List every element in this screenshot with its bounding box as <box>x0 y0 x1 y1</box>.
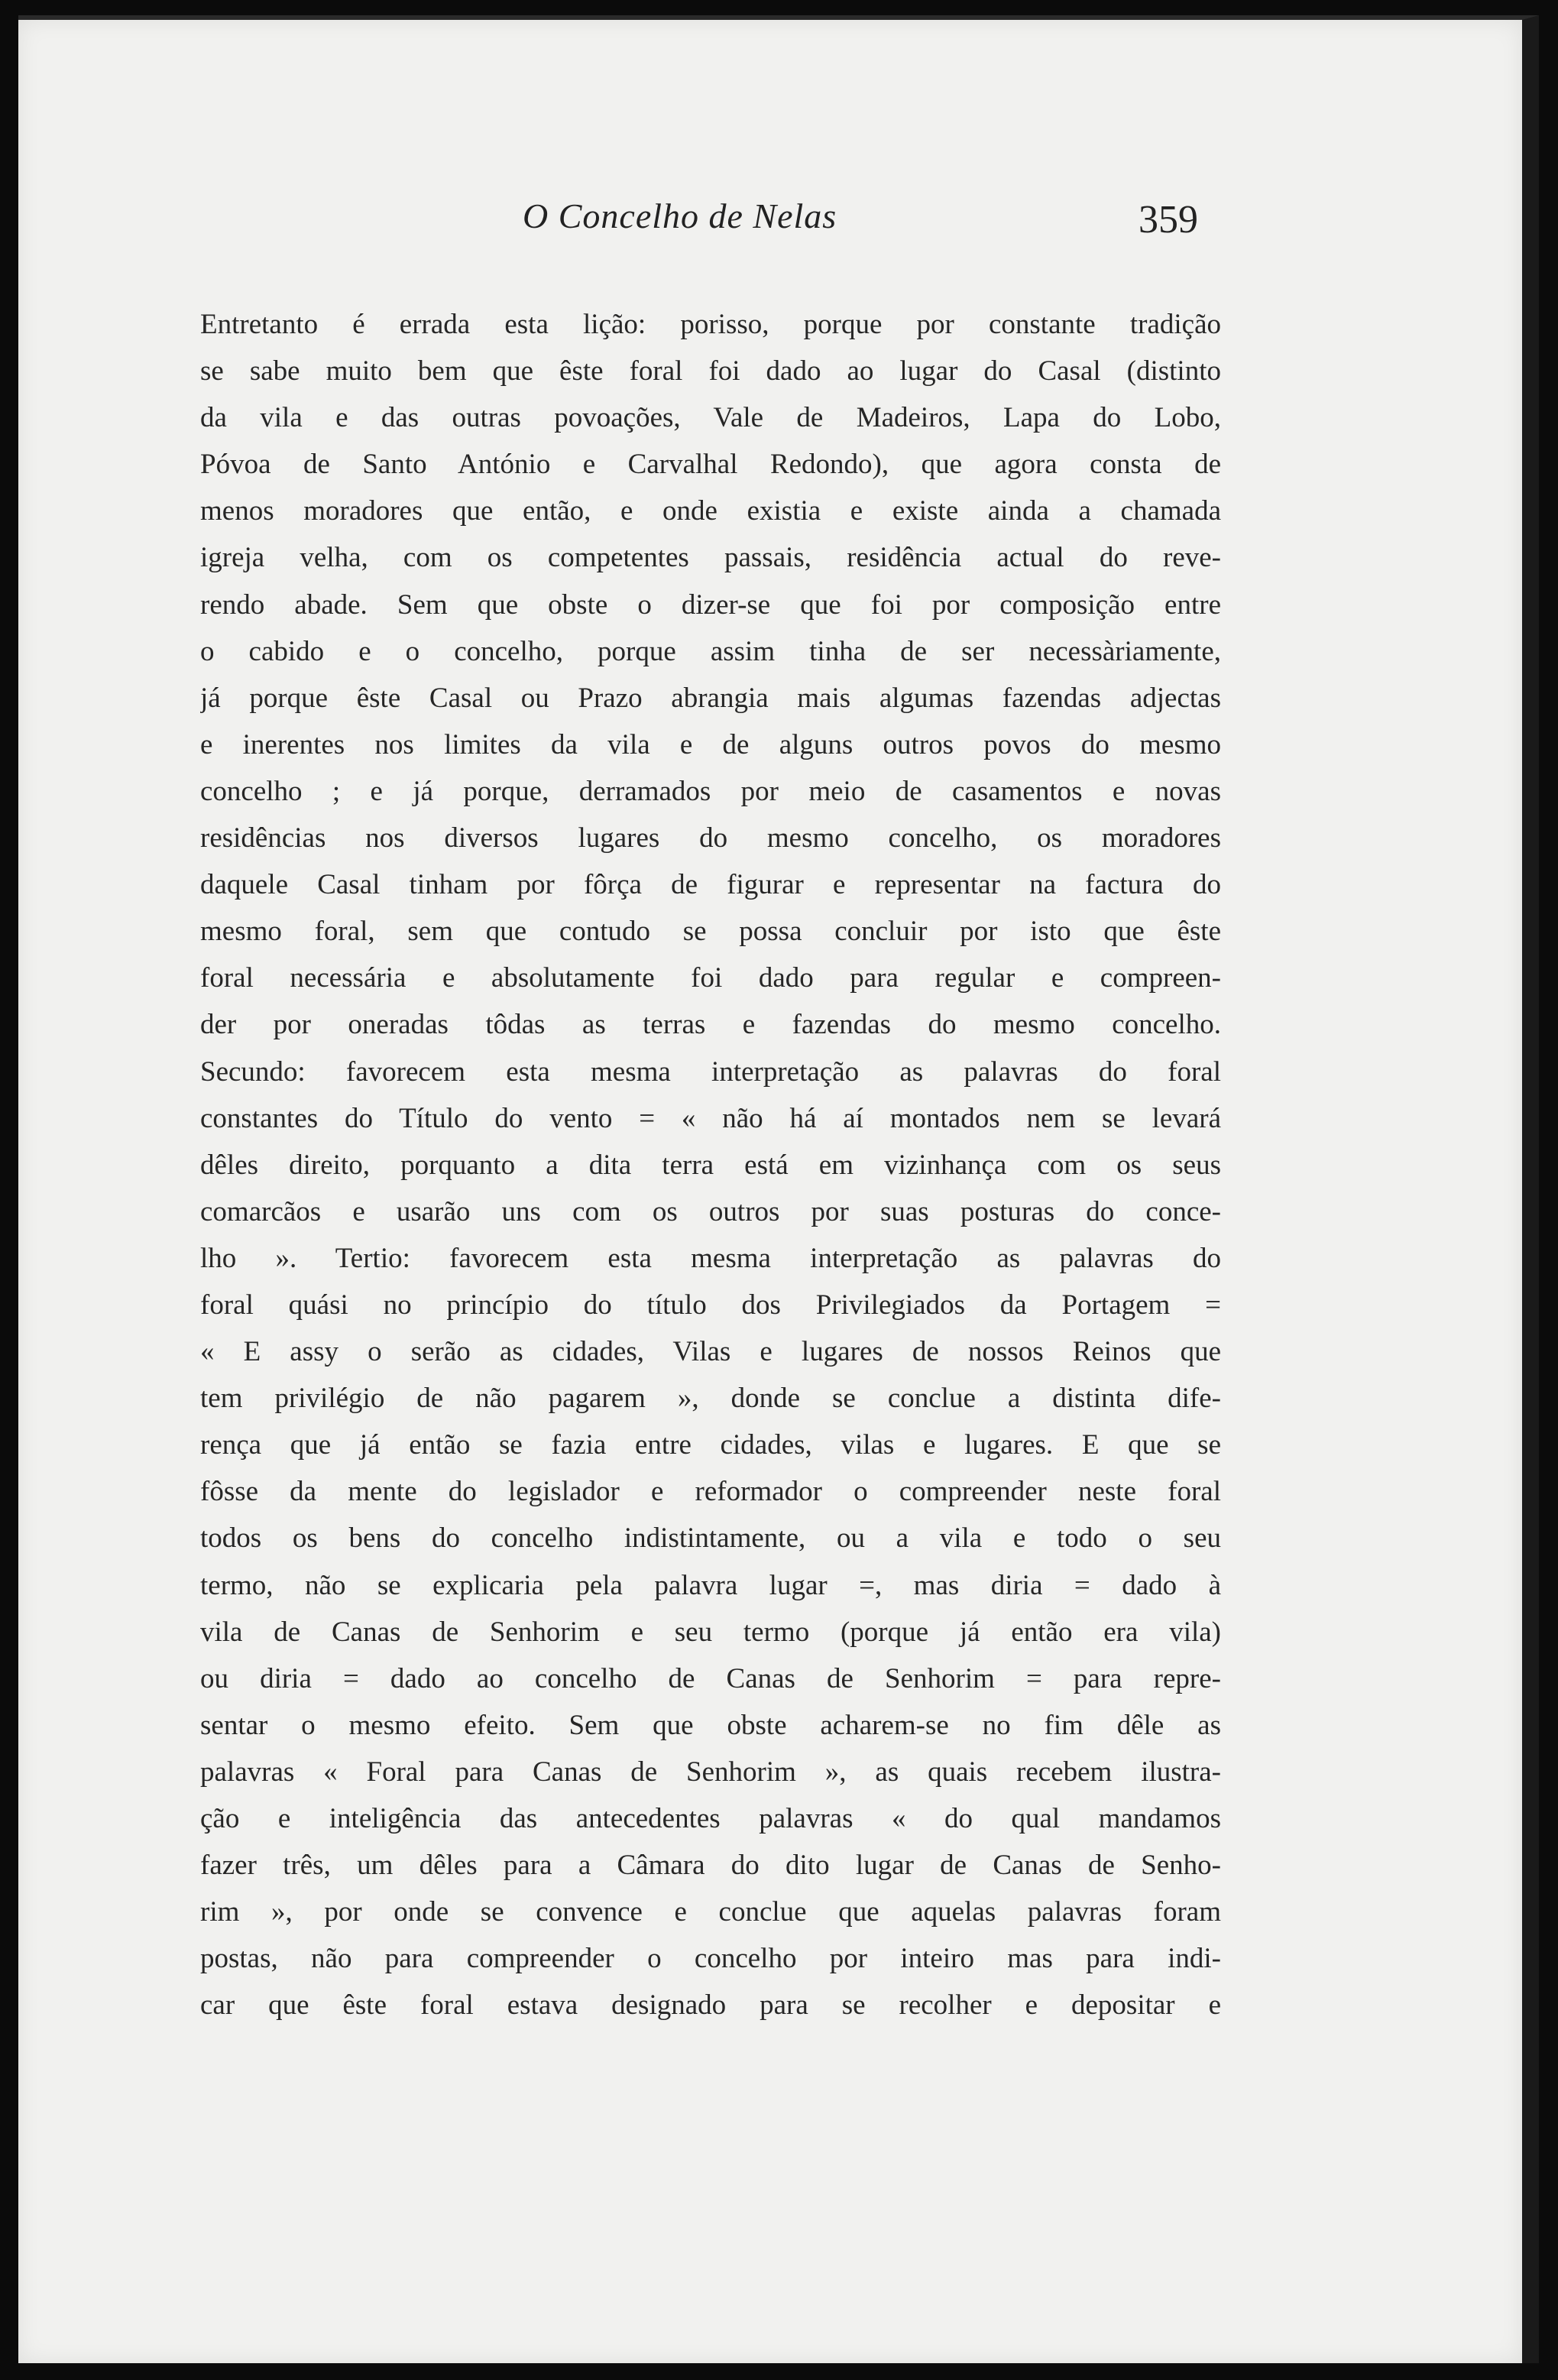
text-line: comarcãos e usarão uns com os outros por suas posturas do conce- <box>200 1195 1221 1227</box>
page-number: 359 <box>1139 198 1198 242</box>
text-line: Entretanto é errada esta lição: porisso, porque por constante tradição <box>200 309 1221 340</box>
text-line: lho ». Tertio: favorecem esta mesma interpretação as palavras do <box>200 1242 1221 1274</box>
text-line: Póvoa de Santo António e Carvalhal Redondo), que agora consta de <box>200 449 1221 481</box>
text-line: constantes do Título do vento = « não há aí montados nem se levará <box>200 1102 1221 1134</box>
text-line: igreja velha, com os competentes passais, residência actual do reve- <box>200 542 1221 574</box>
text-line: mesmo foral, sem que contudo se possa concluir por isto que êste <box>200 916 1221 948</box>
text-line: Secundo: favorecem esta mesma interpretação as palavras do foral <box>200 1055 1221 1088</box>
text-line: ou diria = dado ao concelho de Canas de Senhorim = para repre- <box>200 1662 1221 1694</box>
text-line: todos os bens do concelho indistintamente, ou a vila e todo o seu <box>200 1522 1221 1555</box>
text-line: foral necessária e absolutamente foi dado para regular e compreen- <box>200 962 1221 994</box>
text-line: se sabe muito bem que êste foral foi dado ao lugar do Casal (distinto <box>200 355 1221 387</box>
text-line: rim », por onde se convence e conclue que aquelas palavras foram <box>200 1896 1221 1928</box>
text-line: o cabido e o concelho, porque assim tinha de ser necessàriamente, <box>200 635 1221 667</box>
running-title: O Concelho de Nelas <box>523 196 837 235</box>
text-line: postas, não para compreender o concelho por inteiro mas para indi- <box>200 1943 1221 1975</box>
text-line: vila de Canas de Senhorim e seu termo (porque já então era vila) <box>200 1616 1221 1648</box>
text-line: termo, não se explicaria pela palavra lugar =, mas diria = dado à <box>200 1569 1221 1601</box>
text-line: « E assy o serão as cidades, Vilas e lugares de nossos Reinos que <box>200 1336 1221 1368</box>
text-line: fazer três, um dêles para a Câmara do dito lugar de Canas de Senho- <box>200 1850 1221 1882</box>
text-line: menos moradores que então, e onde existia e existe ainda a chamada <box>200 495 1221 527</box>
text-line: foral quási no princípio do título dos Privilegiados da Portagem = <box>200 1289 1221 1321</box>
text-line: tem privilégio de não pagarem », donde se conclue a distinta dife- <box>200 1383 1221 1415</box>
paper-sheet <box>18 15 1539 2363</box>
text-line: e inerentes nos limites da vila e de alguns outros povos do mesmo <box>200 728 1221 760</box>
page-header <box>18 186 1522 255</box>
text-line: fôsse da mente do legislador e reformador o compreender neste foral <box>200 1476 1221 1508</box>
text-line: rendo abade. Sem que obste o dizer-se que foi por composição entre <box>200 589 1221 621</box>
text-line: sentar o mesmo efeito. Sem que obste acharem-se no fim dêle as <box>200 1709 1221 1741</box>
text-line: car que êste foral estava designado para se recolher e depositar e <box>200 1989 1221 2022</box>
text-line: der por oneradas tôdas as terras e fazendas do mesmo concelho. <box>200 1009 1221 1041</box>
text-line: daquele Casal tinham por fôrça de figurar e representar na factura do <box>200 869 1221 901</box>
body-text <box>200 301 1221 2028</box>
text-line: ção e inteligência das antecedentes palavras « do qual mandamos <box>200 1803 1221 1834</box>
text-line: palavras « Foral para Canas de Senhorim », as quais recebem ilustra- <box>200 1756 1221 1788</box>
text-line: rença que já então se fazia entre cidades, vilas e lugares. E que se <box>200 1429 1221 1461</box>
text-line: da vila e das outras povoações, Vale de Madeiros, Lapa do Lobo, <box>200 402 1221 434</box>
text-line: residências nos diversos lugares do mesmo concelho, os moradores <box>200 822 1221 854</box>
text-line: concelho ; e já porque, derramados por meio de casamentos e novas <box>200 775 1221 807</box>
text-line: dêles direito, porquanto a dita terra está em vizinhança com os seus <box>200 1149 1221 1181</box>
text-line: já porque êste Casal ou Prazo abrangia mais algumas fazendas adjectas <box>200 682 1221 714</box>
